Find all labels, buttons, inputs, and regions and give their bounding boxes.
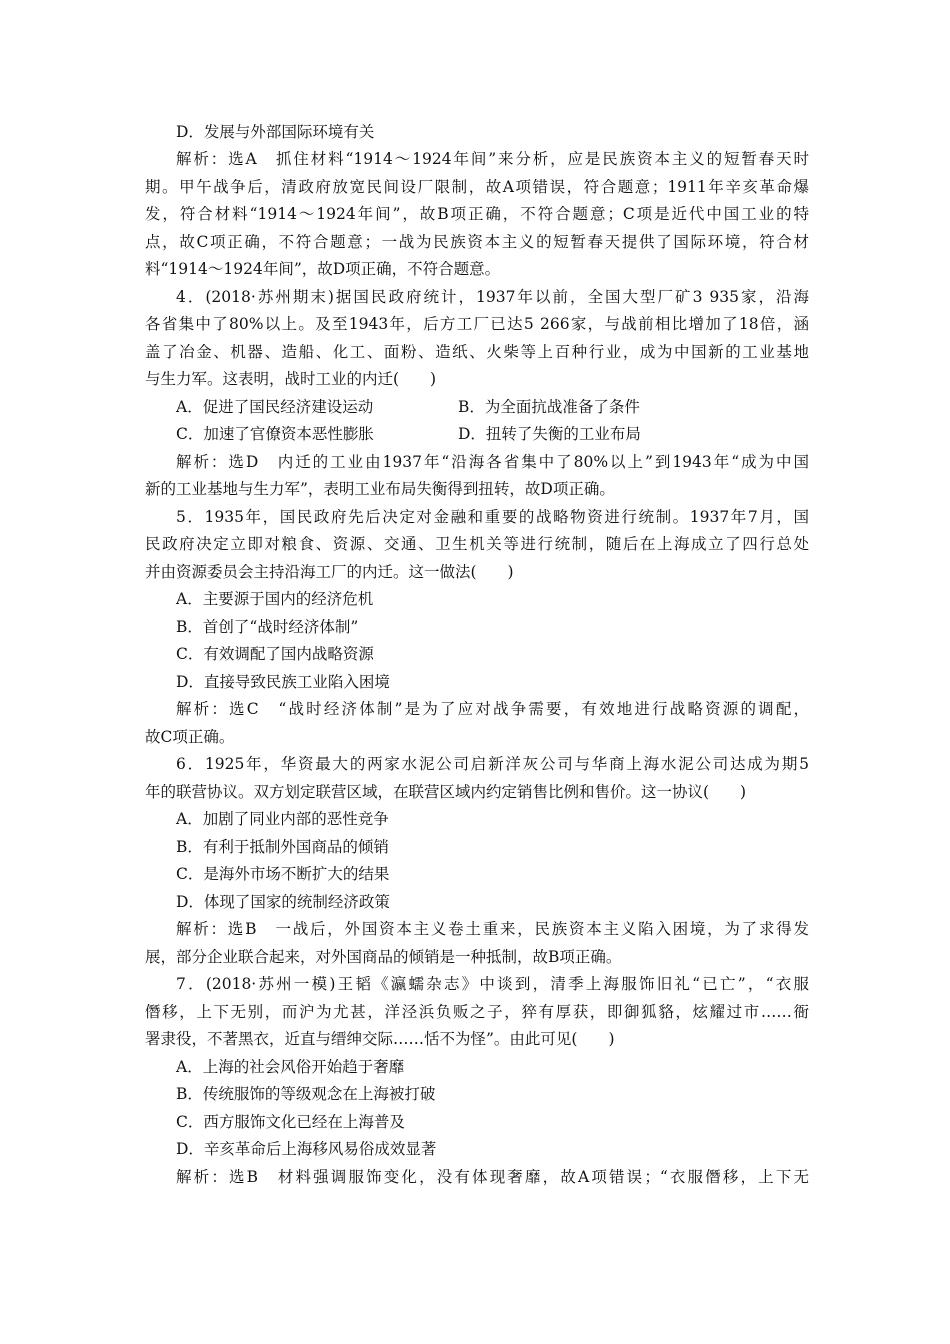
q3-analysis-line: 发，符合材料“1914～1924年间”，故B项正确，不符合题意；C项是近代中国工业的特 — [145, 205, 809, 223]
q6-option-c: C．是海外市场不断扩大的结果 — [176, 865, 390, 883]
q4-stem-line: 与生力军。这表明，战时工业的内迁( ) — [145, 370, 437, 388]
q7-stem-line: 僭移，上下无别，而沪为尤甚，洋泾浜负贩之子，猝有厚获，即御狐貉，炫耀过市……衙 — [145, 1003, 809, 1021]
q6-analysis-line: 解析：选B 一战后，外国资本主义卷土重来，民族资本主义陷入困境，为了求得发 — [176, 920, 809, 938]
q4-option-a: A．促进了国民经济建设运动 — [176, 398, 374, 416]
q6-option-d: D．体现了国家的统制经济政策 — [176, 893, 390, 911]
q5-stem-line: 民政府决定立即对粮食、资源、交通、卫生机关等进行统制，随后在上海成立了四行总处 — [145, 535, 809, 553]
q7-option-b: B．传统服饰的等级观念在上海被打破 — [176, 1085, 436, 1103]
q7-analysis-line: 解析：选B 材料强调服饰变化，没有体现奢靡，故A项错误；“衣服僭移，上下无 — [176, 1168, 809, 1186]
q5-analysis-line: 解析：选C “战时经济体制”是为了应对战争需要，有效地进行战略资源的调配， — [176, 700, 809, 718]
q5-option-d: D．直接导致民族工业陷入困境 — [176, 673, 390, 691]
q3-analysis-line: 料“1914～1924年间”，故D项正确，不符合题意。 — [145, 260, 501, 278]
q4-stem-line: 4．(2018·苏州期末)据国民政府统计，1937年以前，全国大型厂矿3 935家，沿海 — [176, 288, 809, 306]
q4-stem-line: 各省集中了80%以上。及至1943年，后方工厂已达5 266家，与战前相比增加了18倍，涵 — [145, 315, 809, 333]
q4-option-b: B．为全面抗战准备了条件 — [458, 398, 640, 416]
q3-analysis-line: 期。甲午战争后，清政府放宽民间设厂限制，故A项错误，符合题意；1911年辛亥革命爆 — [145, 178, 809, 196]
q5-stem-line: 5．1935年，国民政府先后决定对金融和重要的战略物资进行统制。1937年7月，国 — [176, 508, 809, 526]
q3-option-d: D．发展与外部国际环境有关 — [176, 123, 375, 141]
q7-option-a: A．上海的社会风俗开始趋于奢靡 — [176, 1058, 405, 1076]
q6-stem-line: 6．1925年，华资最大的两家水泥公司启新洋灰公司与华商上海水泥公司达成为期5 — [176, 755, 809, 773]
q6-option-b: B．有利于抵制外国商品的倾销 — [176, 838, 389, 856]
q7-stem-line: 署隶役，不著黑衣，近直与缙绅交际……恬不为怪”。由此可见( ) — [145, 1030, 615, 1048]
q4-analysis-line: 新的工业基地与生力军”，表明工业布局失衡得到扭转，故D项正确。 — [145, 480, 615, 498]
q5-option-b: B．首创了“战时经济体制” — [176, 618, 359, 636]
q3-analysis-line: 点，故C项正确，不符合题意；一战为民族资本主义的短暂春天提供了国际环境，符合材 — [145, 233, 809, 251]
q6-analysis-line: 展，部分企业联合起来，对外国商品的倾销是一种抵制，故B项正确。 — [145, 948, 622, 966]
q4-option-d: D．扭转了失衡的工业布局 — [458, 425, 641, 443]
q6-option-a: A．加剧了同业内部的恶性竞争 — [176, 810, 389, 828]
q7-option-c: C．西方服饰文化已经在上海普及 — [176, 1113, 405, 1131]
q6-stem-line: 年的联营协议。双方划定联营区域，在联营区域内约定销售比例和售价。这一协议( ) — [145, 783, 747, 801]
q5-analysis-line: 故C项正确。 — [145, 728, 235, 746]
q5-option-a: A．主要源于国内的经济危机 — [176, 590, 374, 608]
q4-stem-line: 盖了冶金、机器、造船、化工、面粉、造纸、火柴等上百种行业，成为中国新的工业基地 — [145, 343, 809, 361]
q5-option-c: C．有效调配了国内战略资源 — [176, 645, 374, 663]
q4-option-c: C．加速了官僚资本恶性膨胀 — [176, 425, 374, 443]
q7-option-d: D．辛亥革命后上海移风易俗成效显著 — [176, 1140, 437, 1158]
q3-analysis-line: 解析：选A 抓住材料“1914～1924年间”来分析，应是民族资本主义的短暂春天时 — [176, 150, 809, 168]
q7-stem-line: 7．(2018·苏州一模)王韬《瀛蠕杂志》中谈到，清季上海服饰旧礼“已亡”，“衣服 — [176, 975, 809, 993]
q5-stem-line: 并由资源委员会主持沿海工厂的内迁。这一做法( ) — [145, 563, 514, 581]
q4-analysis-line: 解析：选D 内迁的工业由1937年“沿海各省集中了80%以上”到1943年“成为中国 — [176, 453, 809, 471]
